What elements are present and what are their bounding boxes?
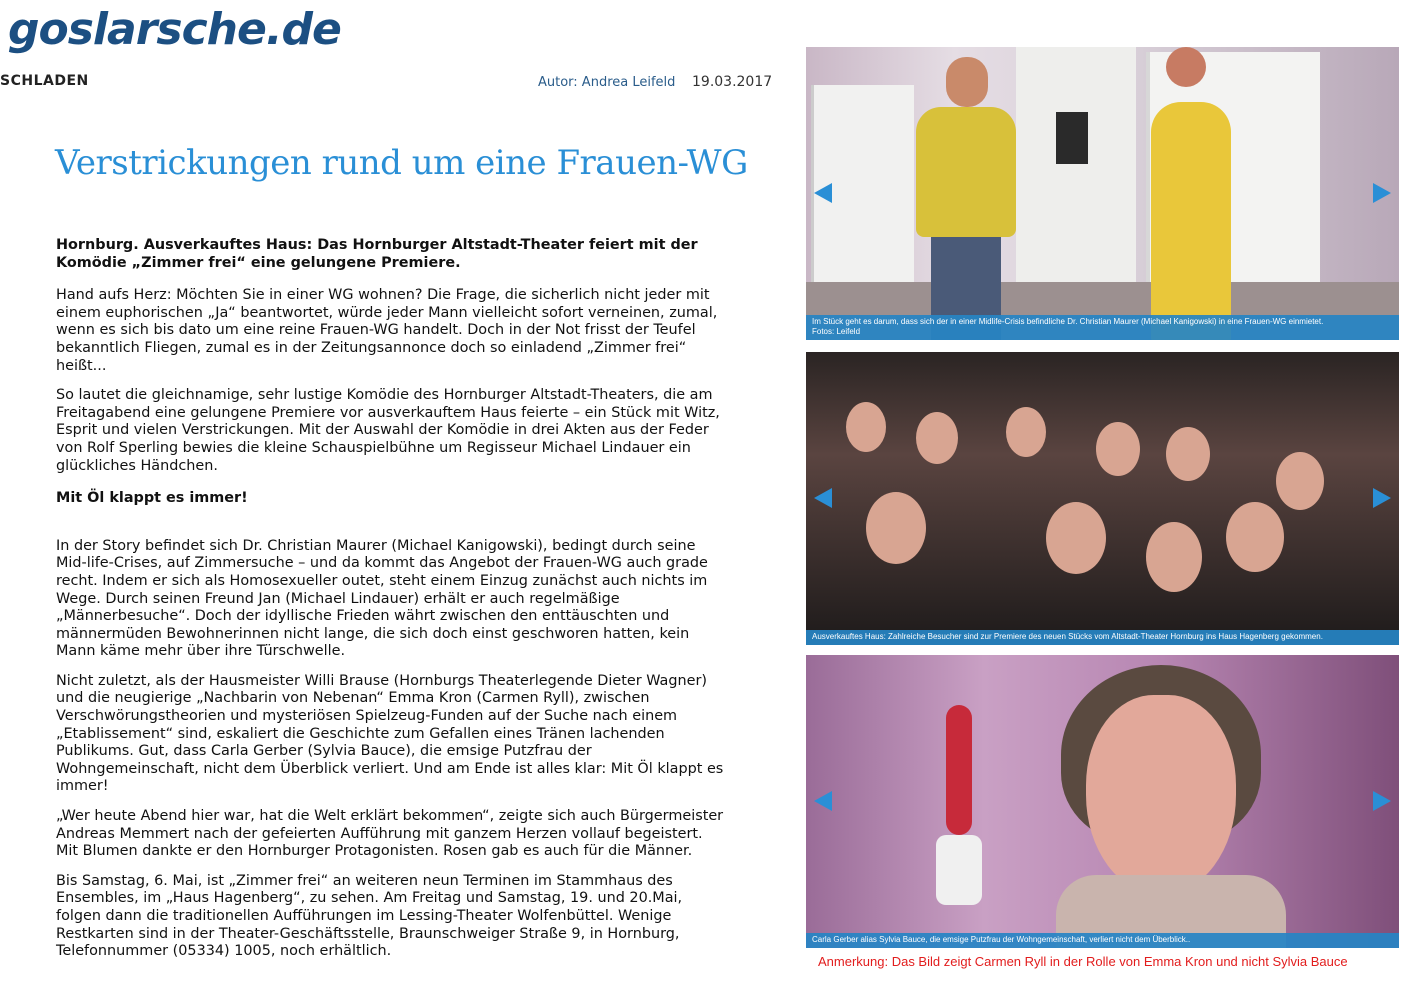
prev-arrow-icon[interactable] <box>814 488 832 508</box>
article-paragraph: Nicht zuletzt, als der Hausmeister Willi Brause (Hornburgs Theaterlegende Dieter Wagner) und die neugierige „Nachbarin von Nebenan“ Emma Kron (Carmen Ryll), zwischen Verschwörungstheorien und mysteriösen Spielzeug-Funden auf der Suche nach einem „Etablissement“ sind, eskaliert die Geschichte zum Gefallen eines Tränen lachenden Publikums. Gut, dass Carla Gerber (Sylvia Bauce), die emsige Putzfrau der Wohngemeinschaft, nicht dem Überblick verliert. Und am Ende ist alles klar: Mit Öl klappt es immer! <box>56 672 724 795</box>
publish-date: 19.03.2017 <box>692 74 773 90</box>
gallery-photo-portrait <box>806 655 1399 948</box>
article-subheading: Mit Öl klappt es immer! <box>56 490 248 507</box>
next-arrow-icon[interactable] <box>1373 791 1391 811</box>
photo-caption: Ausverkauftes Haus: Zahlreiche Besucher sind zur Premiere des neuen Stücks vom Altstadt-Theater Hornburg ins Haus Hagenberg gekommen. <box>806 630 1399 645</box>
photo-caption: Im Stück geht es darum, dass sich der in einer Midlife-Crisis befindliche Dr. Christian Maurer (Michael Kanigowski) in eine Frauen-WG einmietet. Fotos: Leifeld <box>806 315 1399 340</box>
article-paragraph: „Wer heute Abend hier war, hat die Welt erklärt bekommen“, zeigte sich auch Bürgermeister Andreas Memmert nach der gefeierten Aufführung mit ganzem Herzen vollauf begeistert. Mit Blumen dankte er den Hornburger Protagonisten. Rosen gab es auch für die Männer. <box>56 808 724 860</box>
author-byline: Autor: Andrea Leifeld <box>538 75 676 90</box>
section-label[interactable]: SCHLADEN <box>0 73 89 89</box>
article-paragraph: So lautet die gleichnamige, sehr lustige Komödie des Hornburger Altstadt-Theaters, die am Freitagabend eine gelungene Premiere vor ausverkauftem Haus feierte – ein Stück mit Witz, Esprit und vielen Verstrickungen. Mit der Auswahl der Komödie in drei Akten aus der Feder von Rolf Sperling bewies die kleine Schauspielbühne um Regisseur Michael Lindauer ein glückliches Händchen. <box>56 387 720 474</box>
photo-caption: Carla Gerber alias Sylvia Bauce, die emsige Putzfrau der Wohngemeinschaft, verliert nicht dem Überblick.. <box>806 933 1399 948</box>
next-arrow-icon[interactable] <box>1373 488 1391 508</box>
article-paragraph: Hand aufs Herz: Möchten Sie in einer WG wohnen? Die Frage, die sicherlich nicht jeder mit einem euphorischen „Ja“ beantwortet, würde jeder Mann vielleicht sofort verneinen, zumal, wenn es sich bis dato um eine reine Frauen-WG handelt. Doch in der Not frisst der Teufel bekanntlich Fliegen, zumal es in der Zeitungsannonce doch so einladend „Zimmer frei“ heißt... <box>56 287 718 374</box>
article-body <box>56 237 728 973</box>
article-paragraph: In der Story befindet sich Dr. Christian Maurer (Michael Kanigowski), bedingt durch seine Mid-life-Crises, auf Zimmersuche – und da kommt das Angebot der Frauen-WG auch grade recht. Indem er sich als Homosexueller outet, steht einem Einzug zunächst auch nichts im Wege. Durch seinen Freund Jan (Michael Lindauer) erhält er auch regelmäßige „Männerbesuche“. Doch der idyllische Frieden währt zwischen den enttäuschten und männermüden Bewohnerinnen nicht lange, die sich doch einst geschworen hatten, kein Mann käme mehr über ihre Türschwelle. <box>56 537 708 660</box>
next-arrow-icon[interactable] <box>1373 183 1391 203</box>
prev-arrow-icon[interactable] <box>814 183 832 203</box>
photo-credit: Fotos: Leifeld <box>812 327 861 336</box>
article-headline: Verstrickungen rund um eine Frauen-WG <box>55 143 748 183</box>
article-lead: Hornburg. Ausverkauftes Haus: Das Hornburger Altstadt-Theater feiert mit der Komödie „Zimmer frei“ eine gelungene Premiere. <box>56 237 698 271</box>
gallery-photo-stage <box>806 47 1399 340</box>
site-logo[interactable]: goslarsche.de <box>8 4 341 55</box>
gallery-photo-audience <box>806 352 1399 645</box>
correction-note: Anmerkung: Das Bild zeigt Carmen Ryll in der Rolle von Emma Kron und nicht Sylvia Bauce <box>818 954 1348 969</box>
article-paragraph: Bis Samstag, 6. Mai, ist „Zimmer frei“ an weiteren neun Terminen im Stammhaus des Ensembles, im „Haus Hagenberg“, zu sehen. Am Freitag und Samstag, 19. und 20.Mai, folgen dann die traditionellen Aufführungen im Lessing-Theater Wolfenbüttel. Wenige Restkarten sind in der Theater-Geschäftsstelle, Braunschweiger Straße 9, in Hornburg, Telefonnummer (05334) 1005, noch erhältlich. <box>56 872 683 960</box>
prev-arrow-icon[interactable] <box>814 791 832 811</box>
